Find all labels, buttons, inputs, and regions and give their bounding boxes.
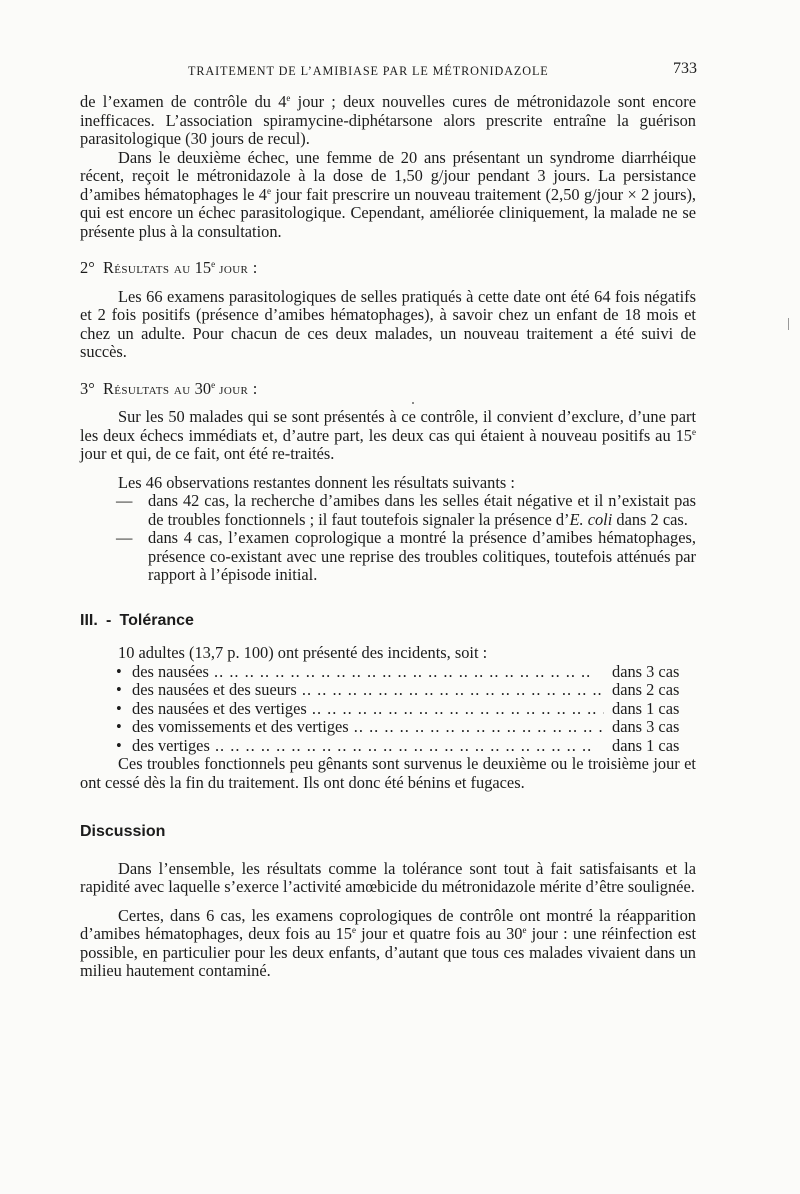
body-text — [80, 93, 696, 981]
tolerance-heading: III. - Tolérance — [80, 611, 194, 629]
continued-paragraph: de l’examen de contrôle du 4e jour ; deux nouvelles cures de métronidazole sont encore inefficaces. L’association spiramycine-diphétarsone alors prescrite entraîne la guérison parasitologique (30 jours de recul). — [80, 92, 696, 148]
page-header — [80, 61, 700, 81]
scan-margin-mark — [788, 318, 789, 330]
table-row: • des nausées .. .. dans 3 cas — [116, 663, 696, 682]
results-day-15-text: Les 66 examens parasitologiques de selles pratiqués à cette date ont été 64 fois négatifs et 2 fois positifs (présence d’amibes hématophages), à savoir chez un enfant de 18 mois et chez un adulte. Pour chacun de ces deux malades, un nouveau traitement a été suivi de succès. — [80, 286, 696, 361]
table-row: • des vomissements et des vertiges .. .. dans 3 cas — [116, 718, 696, 737]
discussion-heading: Discussion — [80, 823, 166, 840]
second-failure-paragraph: Dans le deuxième échec, une femme de 20 ans présentant un syndrome diarrhéique récent, reçoit le métronidazole à la dose de 1,50 g/jour pendant 3 jours. La persistance d’amibes hématophages le 4e jour fait prescrire un nouveau traitement (2,50 g/jour × 2 jours), qui est encore un échec parasitologique. Cependant, améliorée cliniquement, la malade ne se présente plus à la consultation. — [80, 147, 697, 241]
table-row: • des vertiges .. .. dans 1 cas — [116, 737, 696, 756]
table-row: • des nausées et des vertiges .. .. dans 1 cas — [116, 700, 696, 719]
page-number: 733 — [673, 60, 697, 77]
table-row: • des nausées et des sueurs .. .. dans 2 cas — [116, 681, 696, 700]
tolerance-table — [116, 663, 696, 756]
discussion-paragraph-2: Certes, dans 6 cas, les examens coprologiques de contrôle ont montré la réapparition d’amibes hématophages, deux fois au 15e jour et quatre fois au 30e jour : une réinfection est possible, en particulier pour les deux enfants, d’autant que tous ces malades vivaient dans un milieu hautement contaminé. — [80, 905, 697, 980]
results-list — [80, 492, 696, 585]
results-day-15-heading: 2° Résultats au 15e jour : — [80, 258, 258, 277]
remaining-observations-intro: Les 46 observations restantes donnent les résultats suivants : — [118, 472, 515, 492]
tolerance-conclusion: Ces troubles fonctionnels peu gênants sont survenus le deuxième ou le troisième jour et ont cessé dès la fin du traitement. Ils ont donc été bénins et fugaces. — [80, 754, 696, 792]
discussion-paragraph-1: Dans l’ensemble, les résultats comme la tolérance sont tout à fait satisfaisants et la rapidité avec laquelle s’exerce l’activité amœbicide du métronidazole mérite d’être soulignée. — [80, 858, 696, 896]
list-item: — dans 42 cas, la recherche d’amibes dans les selles était négative et il n’existait pas de troubles fonctionnels ; il faut toutefois signaler la présence d’E. coli dans 2 cas. — [116, 491, 696, 529]
running-title: TRAITEMENT DE L’AMIBIASE PAR LE MÉTRONIDAZOLE — [188, 64, 549, 78]
list-item: — dans 4 cas, l’examen coprologique a montré la présence d’amibes hématophages, présence co-existant avec une reprise des troubles colitiques, toutefois atténués par rapport à l’épisode initial. — [116, 528, 696, 584]
results-day-30-paragraph: Sur les 50 malades qui se sont présentés à ce contrôle, il convient d’exclure, d’une part les deux échecs immédiats et, d’autre part, les deux cas qui étaient à nouveau positifs au 15e jour et qui, de ce fait, ont été re-traités. — [80, 407, 696, 463]
results-day-30-heading: 3° Résultats au 30e jour : — [80, 378, 258, 398]
tolerance-intro: 10 adultes (13,7 p. 100) ont présenté des incidents, soit : — [118, 643, 488, 662]
